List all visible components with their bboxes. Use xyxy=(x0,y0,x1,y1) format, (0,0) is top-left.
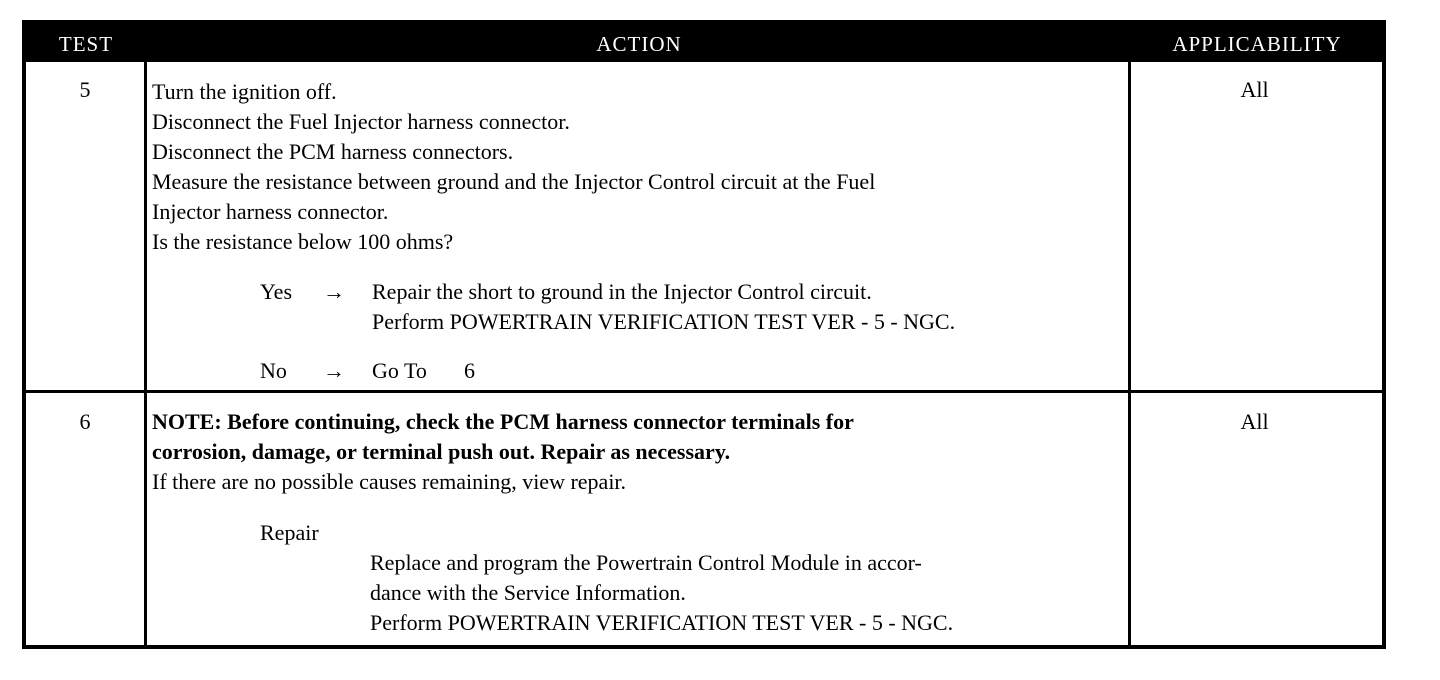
goto-step: 6 xyxy=(464,358,475,383)
action-line: Disconnect the Fuel Injector harness connector. xyxy=(152,109,570,134)
applicability-value: All xyxy=(1240,409,1269,434)
diagnostic-table xyxy=(22,20,1386,649)
action-line: Turn the ignition off. xyxy=(152,79,337,104)
arrow-icon: → xyxy=(323,279,345,304)
yes-result: Repair the short to ground in the Injector Control circuit. xyxy=(372,279,872,304)
note-line: NOTE: Before continuing, check the PCM harness connector terminals for xyxy=(152,409,854,434)
action-line: Measure the resistance between ground and the Injector Control circuit at the Fuel xyxy=(152,169,876,194)
yes-label: Yes xyxy=(260,279,293,304)
action-line: Injector harness connector. xyxy=(152,199,389,224)
repair-line: Perform POWERTRAIN VERIFICATION TEST VER - 5 - NGC. xyxy=(370,610,954,635)
column-divider xyxy=(1128,62,1131,649)
action-line: Disconnect the PCM harness connectors. xyxy=(152,139,514,164)
test-number: 6 xyxy=(79,409,91,434)
yes-result: Perform POWERTRAIN VERIFICATION TEST VER - 5 - NGC. xyxy=(372,309,956,334)
header-applicability: APPLICABILITY xyxy=(1172,32,1342,56)
repair-line: Replace and program the Powertrain Control Module in accor- xyxy=(370,550,922,575)
header-test: TEST xyxy=(58,32,114,56)
action-line: Is the resistance below 100 ohms? xyxy=(152,229,454,254)
row-divider xyxy=(26,390,1382,393)
column-divider xyxy=(144,62,147,649)
repair-line: dance with the Service Information. xyxy=(370,580,686,605)
test-number: 5 xyxy=(79,77,91,102)
action-line: If there are no possible causes remaining, view repair. xyxy=(152,469,627,494)
applicability-value: All xyxy=(1240,77,1269,102)
header-action: ACTION xyxy=(596,32,682,56)
no-label: No xyxy=(260,358,287,383)
repair-label: Repair xyxy=(260,520,319,545)
goto-label: Go To xyxy=(372,358,427,383)
table-header xyxy=(26,24,1382,62)
note-line: corrosion, damage, or terminal push out. Repair as necessary. xyxy=(152,439,731,464)
arrow-icon: → xyxy=(323,358,345,383)
